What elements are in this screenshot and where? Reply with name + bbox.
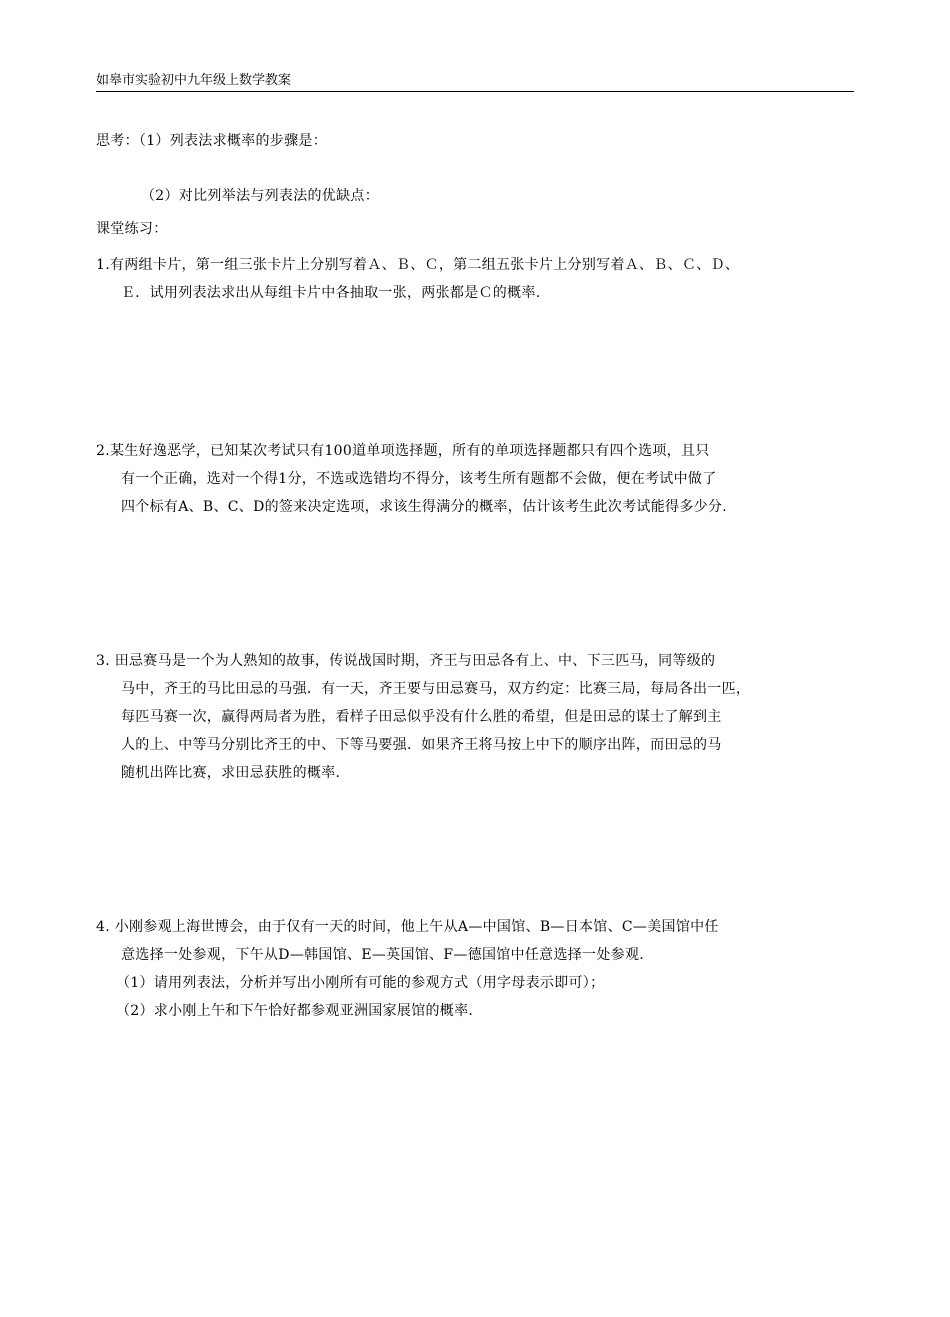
problem-2-line-3: 四个标有A、B、C、D的签来决定选项，求该生得满分的概率，估计该考生此次考试能得多少分. — [121, 499, 727, 515]
problem-2-line-2: 有一个正确，选对一个得1分，不选或选错均不得分，该考生所有题都不会做，便在考试中做了 — [121, 471, 717, 487]
problem-4-sub-2: （2）求小刚上午和下午恰好都参观亚洲国家展馆的概率. — [116, 1003, 474, 1019]
problem-3 — [96, 647, 750, 787]
problem-3-line-2: 马中，齐王的马比田忌的马强．有一天，齐王要与田忌赛马，双方约定：比赛三局，每局各出一匹， — [121, 681, 751, 697]
problem-4-line-1: 4. 小刚参观上海世博会，由于仅有一天的时间，他上午从A—中国馆、B—日本馆、C—美国馆中任 — [96, 919, 719, 935]
think-question-1: 思考：（1）列表法求概率的步骤是： — [96, 133, 328, 149]
problem-1 — [96, 251, 739, 307]
problem-3-line-4: 人的上、中等马分别比齐王的中、下等马要强．如果齐王将马按上中下的顺序出阵，而田忌的马 — [121, 737, 722, 753]
problem-2 — [96, 437, 727, 521]
document-header — [96, 72, 854, 92]
problem-4 — [96, 913, 719, 1025]
problem-3-line-1: 3. 田忌赛马是一个为人熟知的故事，传说战国时期，齐王与田忌各有上、中、下三匹马，同等级的 — [96, 653, 716, 669]
problem-1-line-1: 1.有两组卡片，第一组三张卡片上分别写着Ａ、Ｂ、Ｃ，第二组五张卡片上分别写着Ａ、Ｂ、Ｃ、Ｄ、 — [96, 257, 740, 273]
problem-4-line-2: 意选择一处参观，下午从D—韩国馆、E—英国馆、F—德国馆中任意选择一处参观. — [121, 947, 645, 963]
problem-1-line-2: Ｅ．试用列表法求出从每组卡片中各抽取一张，两张都是Ｃ的概率. — [121, 285, 541, 301]
header-title: 如皋市实验初中九年级上数学教案 — [96, 73, 292, 88]
problem-4-sub-1: （1）请用列表法，分析并写出小刚所有可能的参观方式（用字母表示即可）； — [116, 975, 605, 991]
problem-3-line-3: 每匹马赛一次，赢得两局者为胜，看样子田忌似乎没有什么胜的希望，但是田忌的谋士了解到主 — [121, 709, 722, 725]
problem-3-line-5: 随机出阵比赛，求田忌获胜的概率. — [121, 765, 341, 781]
think-question-2: （2）对比列举法与列表法的优缺点： — [141, 188, 380, 204]
practice-label: 课堂练习： — [96, 221, 168, 237]
problem-2-line-1: 2.某生好逸恶学，已知某次考试只有100道单项选择题，所有的单项选择题都只有四个选项，且只 — [96, 443, 710, 459]
